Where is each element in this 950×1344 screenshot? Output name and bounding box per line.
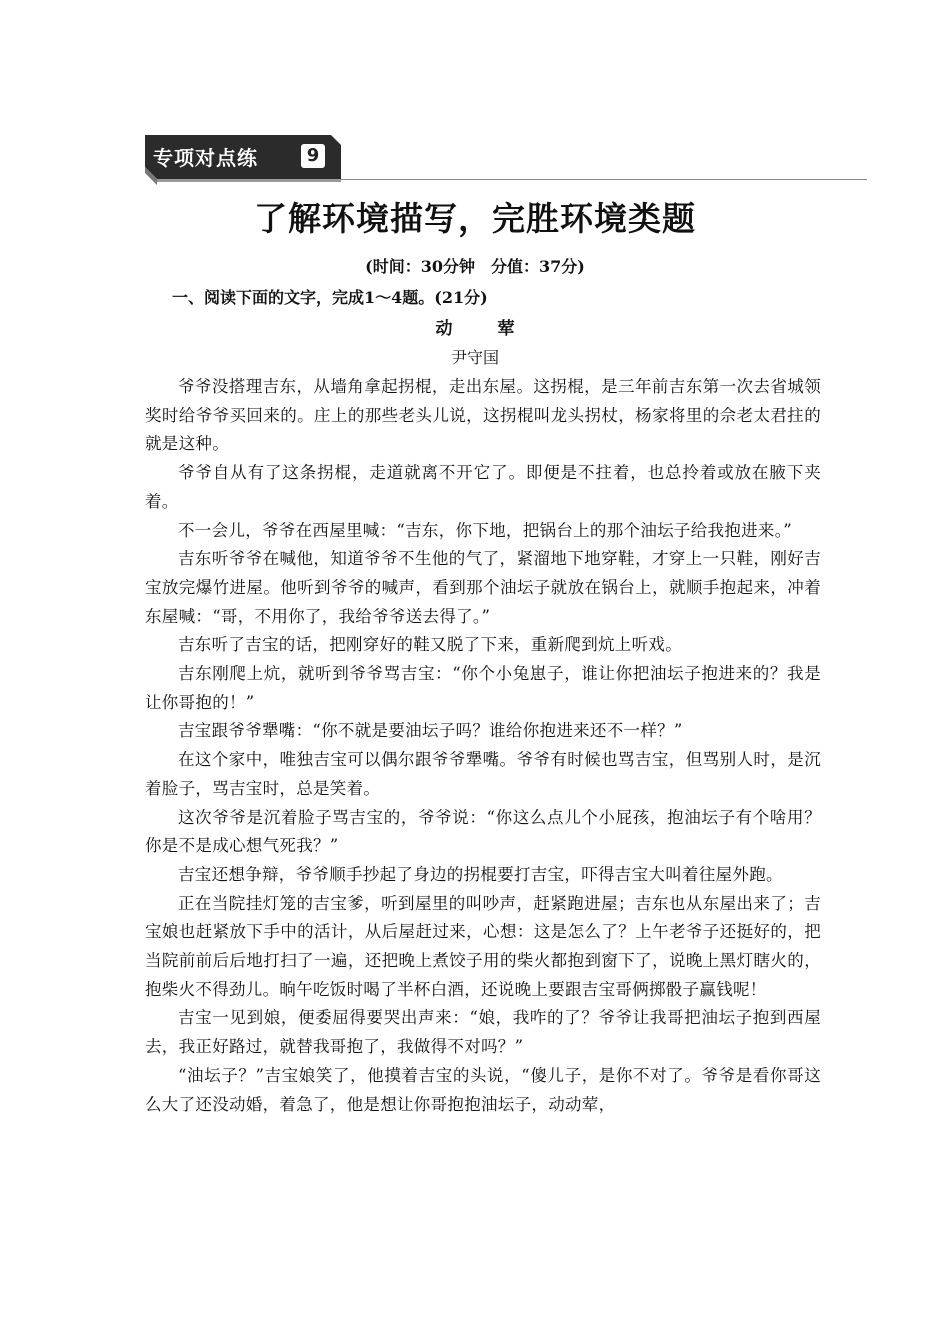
story-title: 动 荤	[435, 319, 529, 339]
story-author: 尹守国	[450, 348, 499, 367]
paragraph: 吉东听爷爷在喊他，知道爷爷不生他的气了，紧溜地下地穿鞋，才穿上一只鞋，刚好吉宝放完爆竹进屋。他听到爷爷的喊声，看到那个油坛子就放在锅台上，就顺手抱起来，冲着东屋喊：“哥，不用你了，我给爷爷送去得了。”	[145, 549, 821, 626]
badge-number: 9	[301, 144, 325, 168]
paragraph: 吉宝一见到娘，便委屈得要哭出声来：“娘，我咋的了？爷爷让我哥把油坛子抱到西屋去，我正好路过，就替我哥抱了，我做得不对吗？”	[145, 1008, 821, 1057]
paragraph: 爷爷自从有了这条拐棍，走道就离不开它了。即便是不拄着，也总拎着或放在腋下夹着。	[145, 463, 821, 511]
header-rule	[341, 179, 867, 180]
story-body	[145, 373, 821, 1119]
paragraph: 吉宝还想争辩，爷爷顺手抄起了身边的拐棍要打吉宝，吓得吉宝大叫着往屋外跑。	[178, 864, 783, 884]
paragraph: 吉宝跟爷爷犟嘴：“你不就是要油坛子吗？谁给你抱进来还不一样？”	[178, 721, 683, 741]
paragraph: 吉东听了吉宝的话，把刚穿好的鞋又脱了下来，重新爬到炕上听戏。	[178, 635, 682, 655]
paragraph: 吉东刚爬上炕，就听到爷爷骂吉宝：“你个小兔崽子，谁让你把油坛子抱进来的？我是让你哥抱的！”	[145, 664, 821, 712]
page-title: 了解环境描写，完胜环境类题	[254, 199, 696, 238]
paragraph: 在这个家中，唯独吉宝可以偶尔跟爷爷犟嘴。爷爷有时候也骂吉宝，但骂别人时，是沉着脸子，骂吉宝时，总是笑着。	[145, 750, 821, 798]
time-and-score: (时间：30分钟 分值：37分)	[365, 257, 585, 276]
section-badge	[145, 135, 341, 179]
badge-label: 专项对点练	[153, 146, 258, 170]
question-heading: 一、阅读下面的文字，完成1～4题。(21分)	[172, 288, 488, 307]
section-header	[145, 135, 867, 185]
paragraph: “油坛子？”吉宝娘笑了，他摸着吉宝的头说，“傻儿子，是你不对了。爷爷是看你哥这么大了还没动婚，着急了，他是想让你哥抱抱油坛子，动动荤，	[145, 1065, 821, 1114]
paragraph: 正在当院挂灯笼的吉宝爹，听到屋里的叫吵声，赶紧跑进屋；吉东也从东屋出来了；吉宝娘也赶紧放下手中的活计，从后屋赶过来，心想：这是怎么了？上午老爷子还挺好的，把当院前前后后地打扫了一遍，还把晚上煮饺子用的柴火都抱到窗下了，说晚上黑灯瞎火的，抱柴火不得劲儿。晌午吃饭时喝了半杯白酒，还说晚上要跟吉宝哥俩掷骰子赢钱呢！	[145, 893, 821, 999]
paragraph: 这次爷爷是沉着脸子骂吉宝的，爷爷说：“你这么点儿个小屁孩，抱油坛子有个啥用？你是不是成心想气死我？”	[145, 807, 821, 856]
paragraph: 爷爷没搭理吉东，从墙角拿起拐棍，走出东屋。这拐棍，是三年前吉东第一次去省城领奖时给爷爷买回来的。庄上的那些老头儿说，这拐棍叫龙头拐杖，杨家将里的佘老太君拄的就是这种。	[145, 377, 821, 454]
paragraph: 不一会儿，爷爷在西屋里喊：“吉东，你下地，把锅台上的那个油坛子给我抱进来。”	[178, 520, 793, 540]
